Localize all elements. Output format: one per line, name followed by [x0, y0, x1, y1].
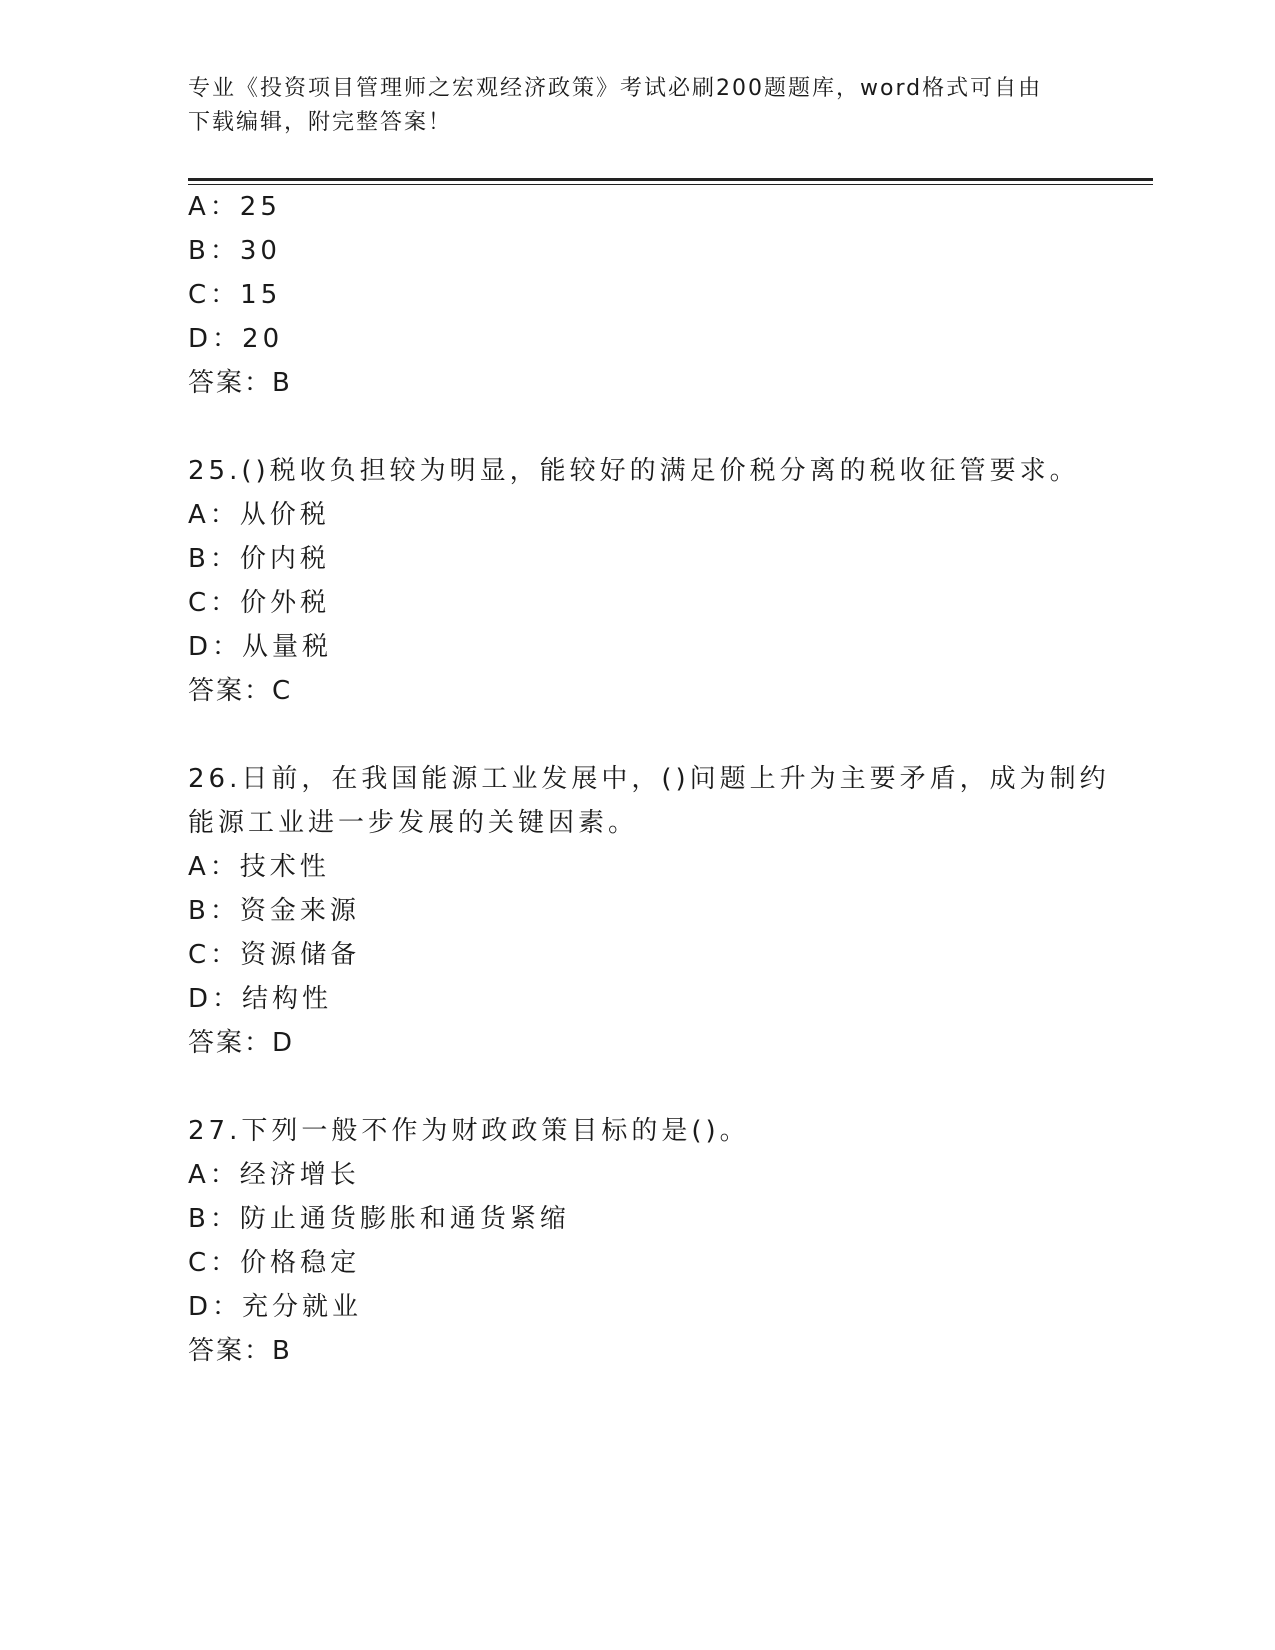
- q27-option-b: B：防止通货膨胀和通货紧缩: [188, 1204, 570, 1234]
- q24-option-b: B：30: [188, 236, 281, 266]
- q25-option-c: C：价外税: [188, 588, 331, 618]
- q24-answer: 答案：B: [188, 368, 292, 398]
- q26-option-d: D：结构性: [188, 984, 333, 1014]
- q26-option-a: A：技术性: [188, 852, 330, 882]
- q26-option-c: C：资源储备: [188, 940, 361, 970]
- q25-option-a: A：从价税: [188, 500, 330, 530]
- document-header: [188, 72, 1068, 140]
- header-line-2: 下载编辑，附完整答案！: [188, 110, 453, 135]
- q26-stem-line-2: 能源工业进一步发展的关键因素。: [188, 808, 639, 838]
- q27-option-a: A：经济增长: [188, 1160, 360, 1190]
- q25-answer: 答案：C: [188, 676, 293, 706]
- header-line-1: 专业《投资项目管理师之宏观经济政策》考试必刷200题题库，word格式可自由: [188, 76, 1043, 101]
- q26-stem-line-1: 26.日前，在我国能源工业发展中，()问题上升为主要矛盾，成为制约: [188, 764, 1110, 794]
- q25-option-d: D：从量税: [188, 632, 333, 662]
- q27-option-c: C：价格稳定: [188, 1248, 361, 1278]
- header-divider-thin: [188, 184, 1153, 185]
- q24-option-a: A：25: [188, 192, 281, 222]
- q26-answer: 答案：D: [188, 1028, 295, 1058]
- q27-stem: 27.下列一般不作为财政政策目标的是()。: [188, 1116, 750, 1146]
- q24-option-d: D：20: [188, 324, 284, 354]
- header-divider-thick: [188, 178, 1153, 181]
- q25-option-b: B：价内税: [188, 544, 330, 574]
- q24-option-c: C：15: [188, 280, 282, 310]
- q27-answer: 答案：B: [188, 1336, 292, 1366]
- q25-stem: 25.()税收负担较为明显，能较好的满足价税分离的税收征管要求。: [188, 456, 1080, 486]
- q26-option-b: B：资金来源: [188, 896, 360, 926]
- q27-option-d: D：充分就业: [188, 1292, 363, 1322]
